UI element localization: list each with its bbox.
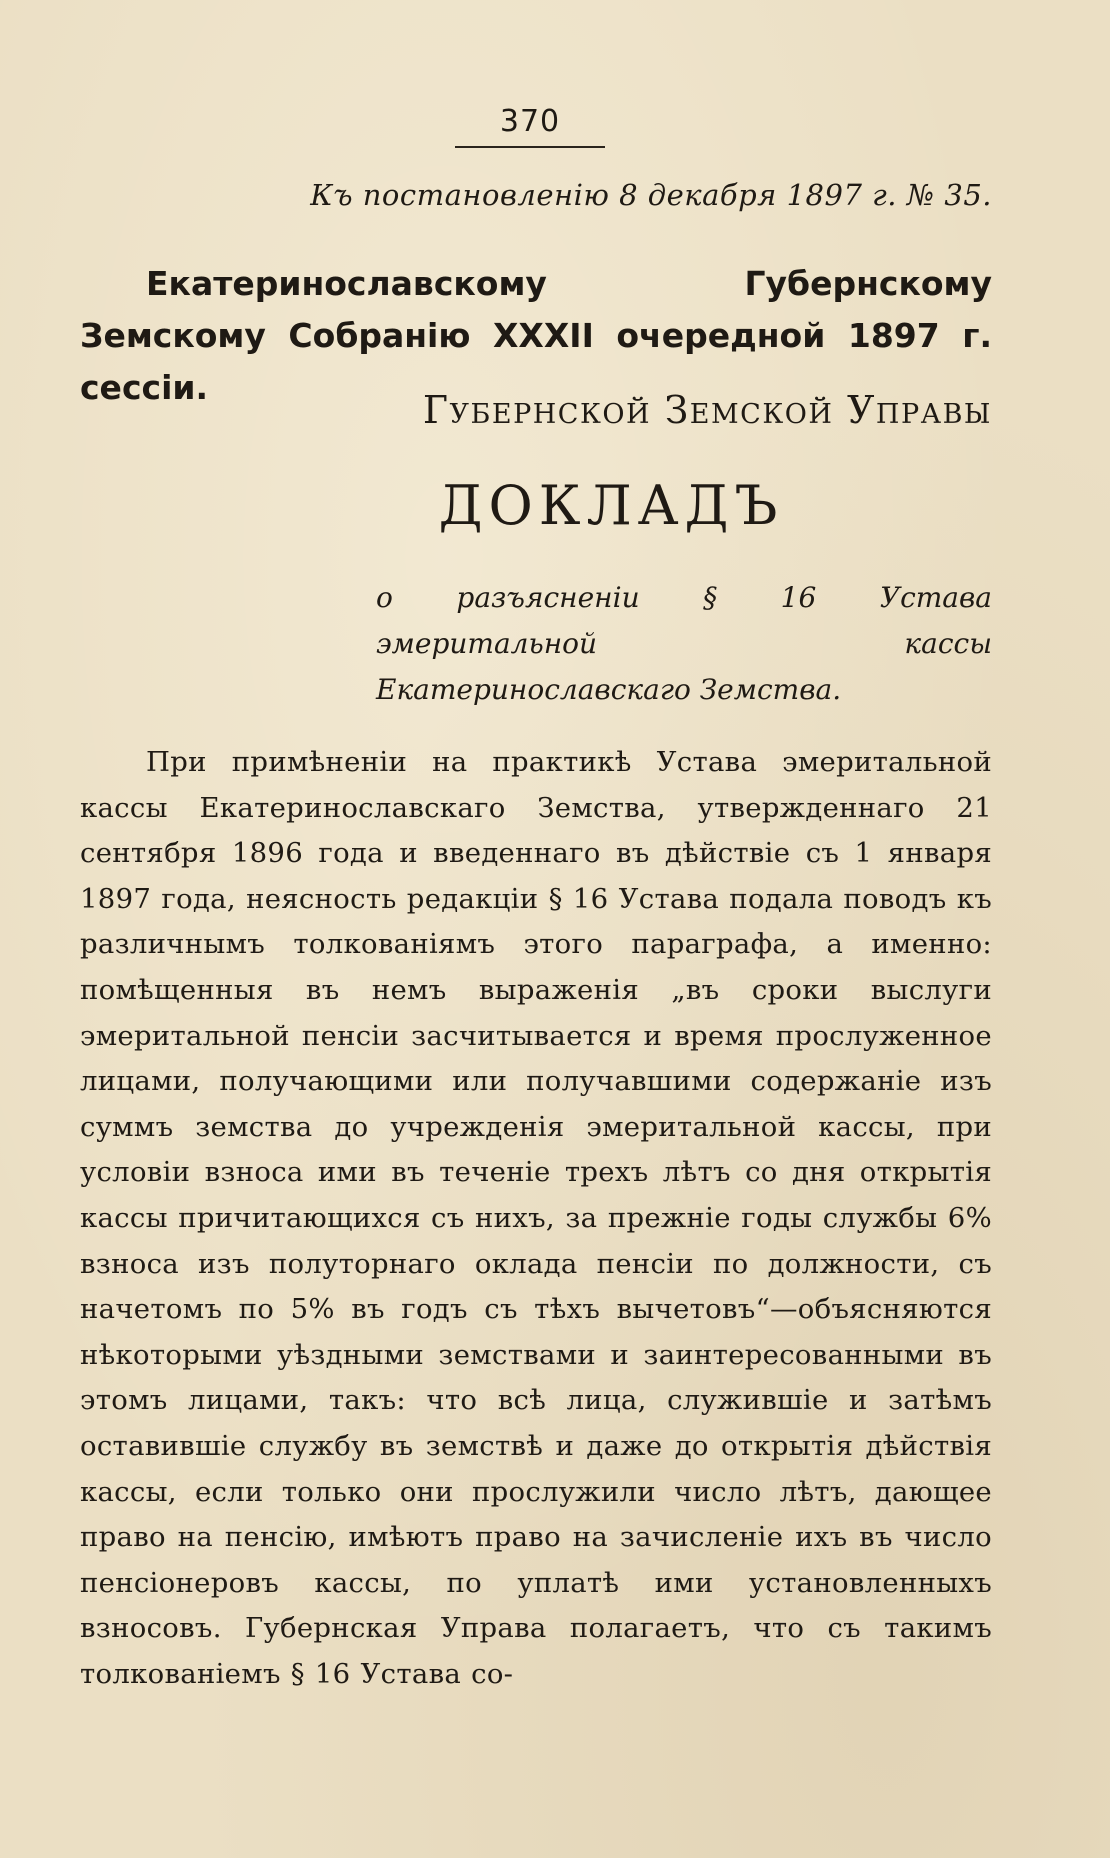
page-number: 370 (499, 104, 561, 139)
page-number-rule (455, 146, 605, 148)
authority-line: Губернской Земской Управы (422, 388, 992, 432)
body-paragraph: При примѣненіи на практикѣ Устава эмеритальной кассы Екатеринославскаго Земства, утвержденнаго 21 сентября 1896 года и введеннаго въ дѣйствіе съ 1 января 1897 года, неясность редакціи § 16 Устава подала поводъ къ различнымъ толкованіямъ этого параграфа, а именно: помѣщенныя въ немъ выраженія „въ сроки выслуги эмеритальной пенсіи засчитывается и время прослуженное лицами, получающими или получавшими содержаніе изъ суммъ земства до учрежденія эмеритальной кассы, при условіи взноса ими въ теченіе трехъ лѣтъ со дня открытія кассы причитающихся съ нихъ, за прежніе годы службы 6% взноса изъ полуторнаго оклада пенсіи по должности, съ начетомъ по 5% въ годъ съ тѣхъ вычетовъ“—объясняются нѣкоторыми уѣздными земствами и заинтересованными въ этомъ лицами, такъ: что всѣ лица, служившіе и затѣмъ оставившіе службу въ земствѣ и даже до открытія дѣйствія кассы, если только они прослужили число лѣтъ, дающее право на пенсію, имѣютъ право на зачисленіе ихъ въ число пенсіонеровъ кассы, по уплатѣ ими установленныхъ взносовъ. Губернская Управа полагаетъ, что съ такимъ толкованіемъ § 16 Устава со- (80, 746, 992, 1690)
document-title: ДОКЛАДЪ (438, 474, 784, 537)
resolution-reference: Къ постановленію 8 декабря 1897 г. № 35. (310, 178, 992, 212)
addressee-heading: Екатеринославскому Губернскому Земскому Собранію XXXII очередной 1897 г. сессіи. (80, 264, 992, 407)
report-subject: о разъясненіи § 16 Устава эмеритальной кассы Екатеринославскаго Земства. (376, 581, 992, 706)
